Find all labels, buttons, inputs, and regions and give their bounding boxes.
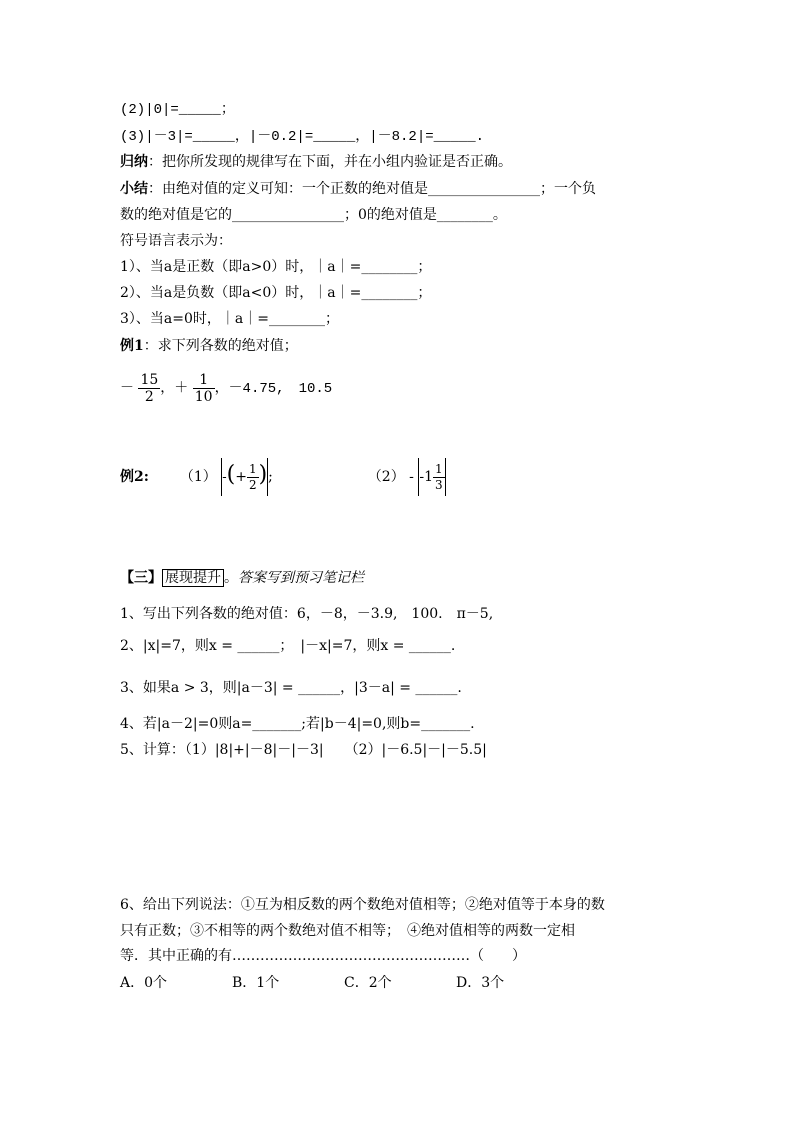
question-6-options — [120, 973, 556, 993]
line-case-2: 2）、当a是负数（即a<0）时，｜a｜=________； — [120, 285, 432, 301]
question-1: 1、写出下列各数的绝对值：6，－8，－3.9, 100. π－5, — [120, 606, 494, 622]
frac-den: 2 — [248, 477, 257, 492]
option-b: B．1个 — [232, 975, 280, 991]
label-xiaojie: 小结 — [120, 181, 148, 197]
plus-sign: + — [235, 469, 247, 485]
minus-sign: - — [409, 469, 414, 485]
question-5: 5、计算：（1）|8|+|－8|－|－3| （2）|－6.5|－|－5.5| — [120, 742, 487, 758]
frac-den: 2 — [144, 388, 154, 405]
guina-text: ：把你所发现的规律写在下面，并在小组内验证是否正确。 — [148, 154, 512, 170]
section-3-heading — [120, 568, 364, 588]
example-1-values — [120, 370, 332, 407]
minus-sign: - — [222, 470, 227, 485]
fraction-1-10 — [193, 372, 215, 405]
line-conclusion-cont: 数的绝对值是它的________________；0的绝对值是________。 — [120, 207, 507, 223]
question-4: 4、若|a－2|=0则a=_______;若|b－4|=0,则b=_______. — [120, 716, 475, 732]
example-2-part-1-label: （1） — [179, 469, 217, 485]
label-guina: 归纳 — [120, 154, 148, 170]
example-1-title — [120, 336, 298, 356]
paren-close: ) — [258, 462, 268, 487]
line-conclusion — [120, 179, 596, 199]
paren-open: ( — [226, 462, 236, 487]
xiaojie-text: ：由绝对值的定义可知：一个正数的绝对值是________________；一个负 — [148, 181, 596, 197]
option-d: D．3个 — [456, 975, 505, 991]
example-2-part-2-label: （2） — [367, 469, 405, 485]
section-3-number: 【三】 — [120, 570, 162, 586]
line-summary-rule — [120, 152, 512, 172]
fraction-1-2 — [247, 462, 259, 493]
line-2: (2)|0|=_____； — [120, 102, 235, 118]
neg-sign: － — [120, 380, 134, 396]
question-6-line-3: 等．其中正确的有……………………………………………（ ） — [120, 948, 526, 964]
example-2 — [120, 455, 446, 498]
section-3-title: 展现提升 — [162, 569, 224, 587]
line-case-3: 3）、当a=0时，｜a｜=________； — [120, 311, 339, 327]
frac-num: 15 — [140, 371, 159, 388]
example-1-text: ：求下列各数的绝对值； — [143, 338, 298, 354]
frac-den: 3 — [435, 477, 443, 492]
sep: ， — [160, 380, 175, 396]
line-case-1: 1）、当a是正数（即a>0）时，｜a｜=________； — [120, 259, 432, 275]
frac-num: 1 — [435, 461, 443, 476]
fraction-1-3 — [433, 462, 445, 493]
line-3: (3)|－3|=_____，|－0.2|=_____，|－8.2|=_____. — [120, 129, 485, 145]
semicolon: ; — [268, 469, 273, 485]
question-6-line-2: 只有正数；③不相等的两个数绝对值不相等； ④绝对值相等的两数一定相 — [120, 923, 575, 939]
section-3-note: 答案写到预习笔记栏 — [238, 570, 364, 586]
fraction-15-2 — [138, 372, 160, 405]
section-3-dot: 。 — [224, 570, 238, 586]
frac-num: 1 — [193, 372, 215, 389]
question-3: 3、如果a > 3，则|a－3| = ______，|3－a| = ______. — [120, 680, 462, 696]
question-6-line-1: 6、给出下列说法：①互为相反数的两个数绝对值相等；②绝对值等于本身的数 — [120, 897, 605, 913]
abs-bar-right — [445, 458, 446, 496]
question-2: 2、|x|=7，则x = ______； |－x|=7，则x = ______. — [120, 638, 456, 654]
example-1-rest: ，－4.75, 10.5 — [214, 381, 333, 397]
plus-sign: ＋ — [174, 380, 189, 396]
frac-den: 10 — [194, 388, 213, 405]
option-a: A．0个 — [120, 975, 168, 991]
option-c: C．2个 — [344, 975, 392, 991]
line-symbol-lang: 符号语言表示为： — [120, 233, 232, 249]
frac-num: 1 — [248, 461, 257, 476]
mixed-number-whole: -1 — [419, 469, 433, 485]
label-example-1: 例1 — [120, 338, 144, 354]
label-example-2: 例2: — [120, 469, 149, 485]
